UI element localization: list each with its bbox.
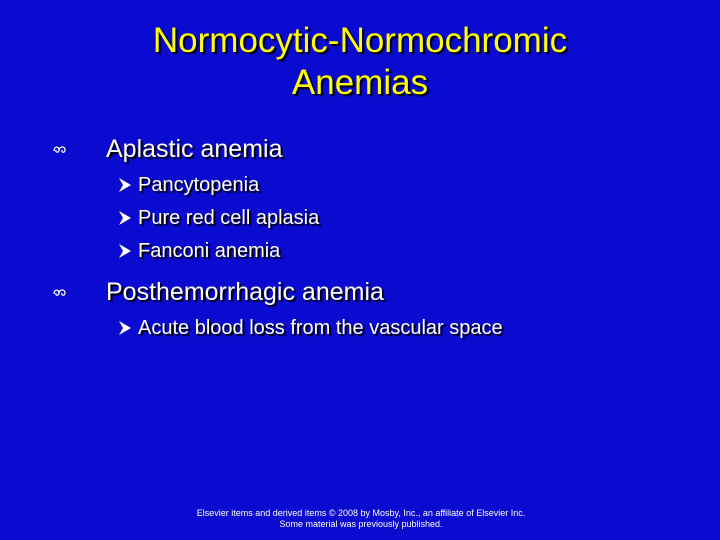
bullet-label: Posthemorrhagic anemia [106, 278, 384, 306]
slide-title-line-1: Normocytic-Normochromic [152, 21, 568, 60]
subbullet-label: Acute blood loss from the vascular space [138, 317, 503, 339]
bullet-label: Aplastic anemia [106, 135, 283, 163]
subbullet-pure-red-cell-aplasia [118, 206, 319, 230]
scroll-bullet-icon [52, 286, 68, 298]
arrow-bullet-icon [118, 243, 132, 259]
arrow-bullet-icon [118, 210, 132, 226]
subbullet-acute-blood-loss [118, 316, 503, 340]
arrow-bullet-icon [118, 320, 132, 336]
subbullet-label: Fanconi anemia [138, 240, 281, 262]
bullet-aplastic-anemia [76, 134, 282, 164]
arrow-bullet-icon [118, 177, 132, 193]
footer-line-1: Elsevier items and derived items © 2008 by Mosby, Inc., an affiliate of Elsevier Inc. [196, 508, 526, 518]
footer-line-2: Some material was previously published. [279, 519, 443, 529]
subbullet-pancytopenia [118, 173, 259, 197]
subbullet-label: Pancytopenia [138, 174, 260, 196]
subbullet-fanconi-anemia [118, 239, 280, 263]
subbullet-label: Pure red cell aplasia [138, 207, 320, 229]
slide-title [0, 20, 720, 104]
scroll-bullet-icon [52, 143, 68, 155]
copyright-footer [0, 508, 720, 530]
bullet-posthemorrhagic-anemia [76, 277, 384, 307]
slide-title-line-2: Anemias [291, 63, 429, 102]
